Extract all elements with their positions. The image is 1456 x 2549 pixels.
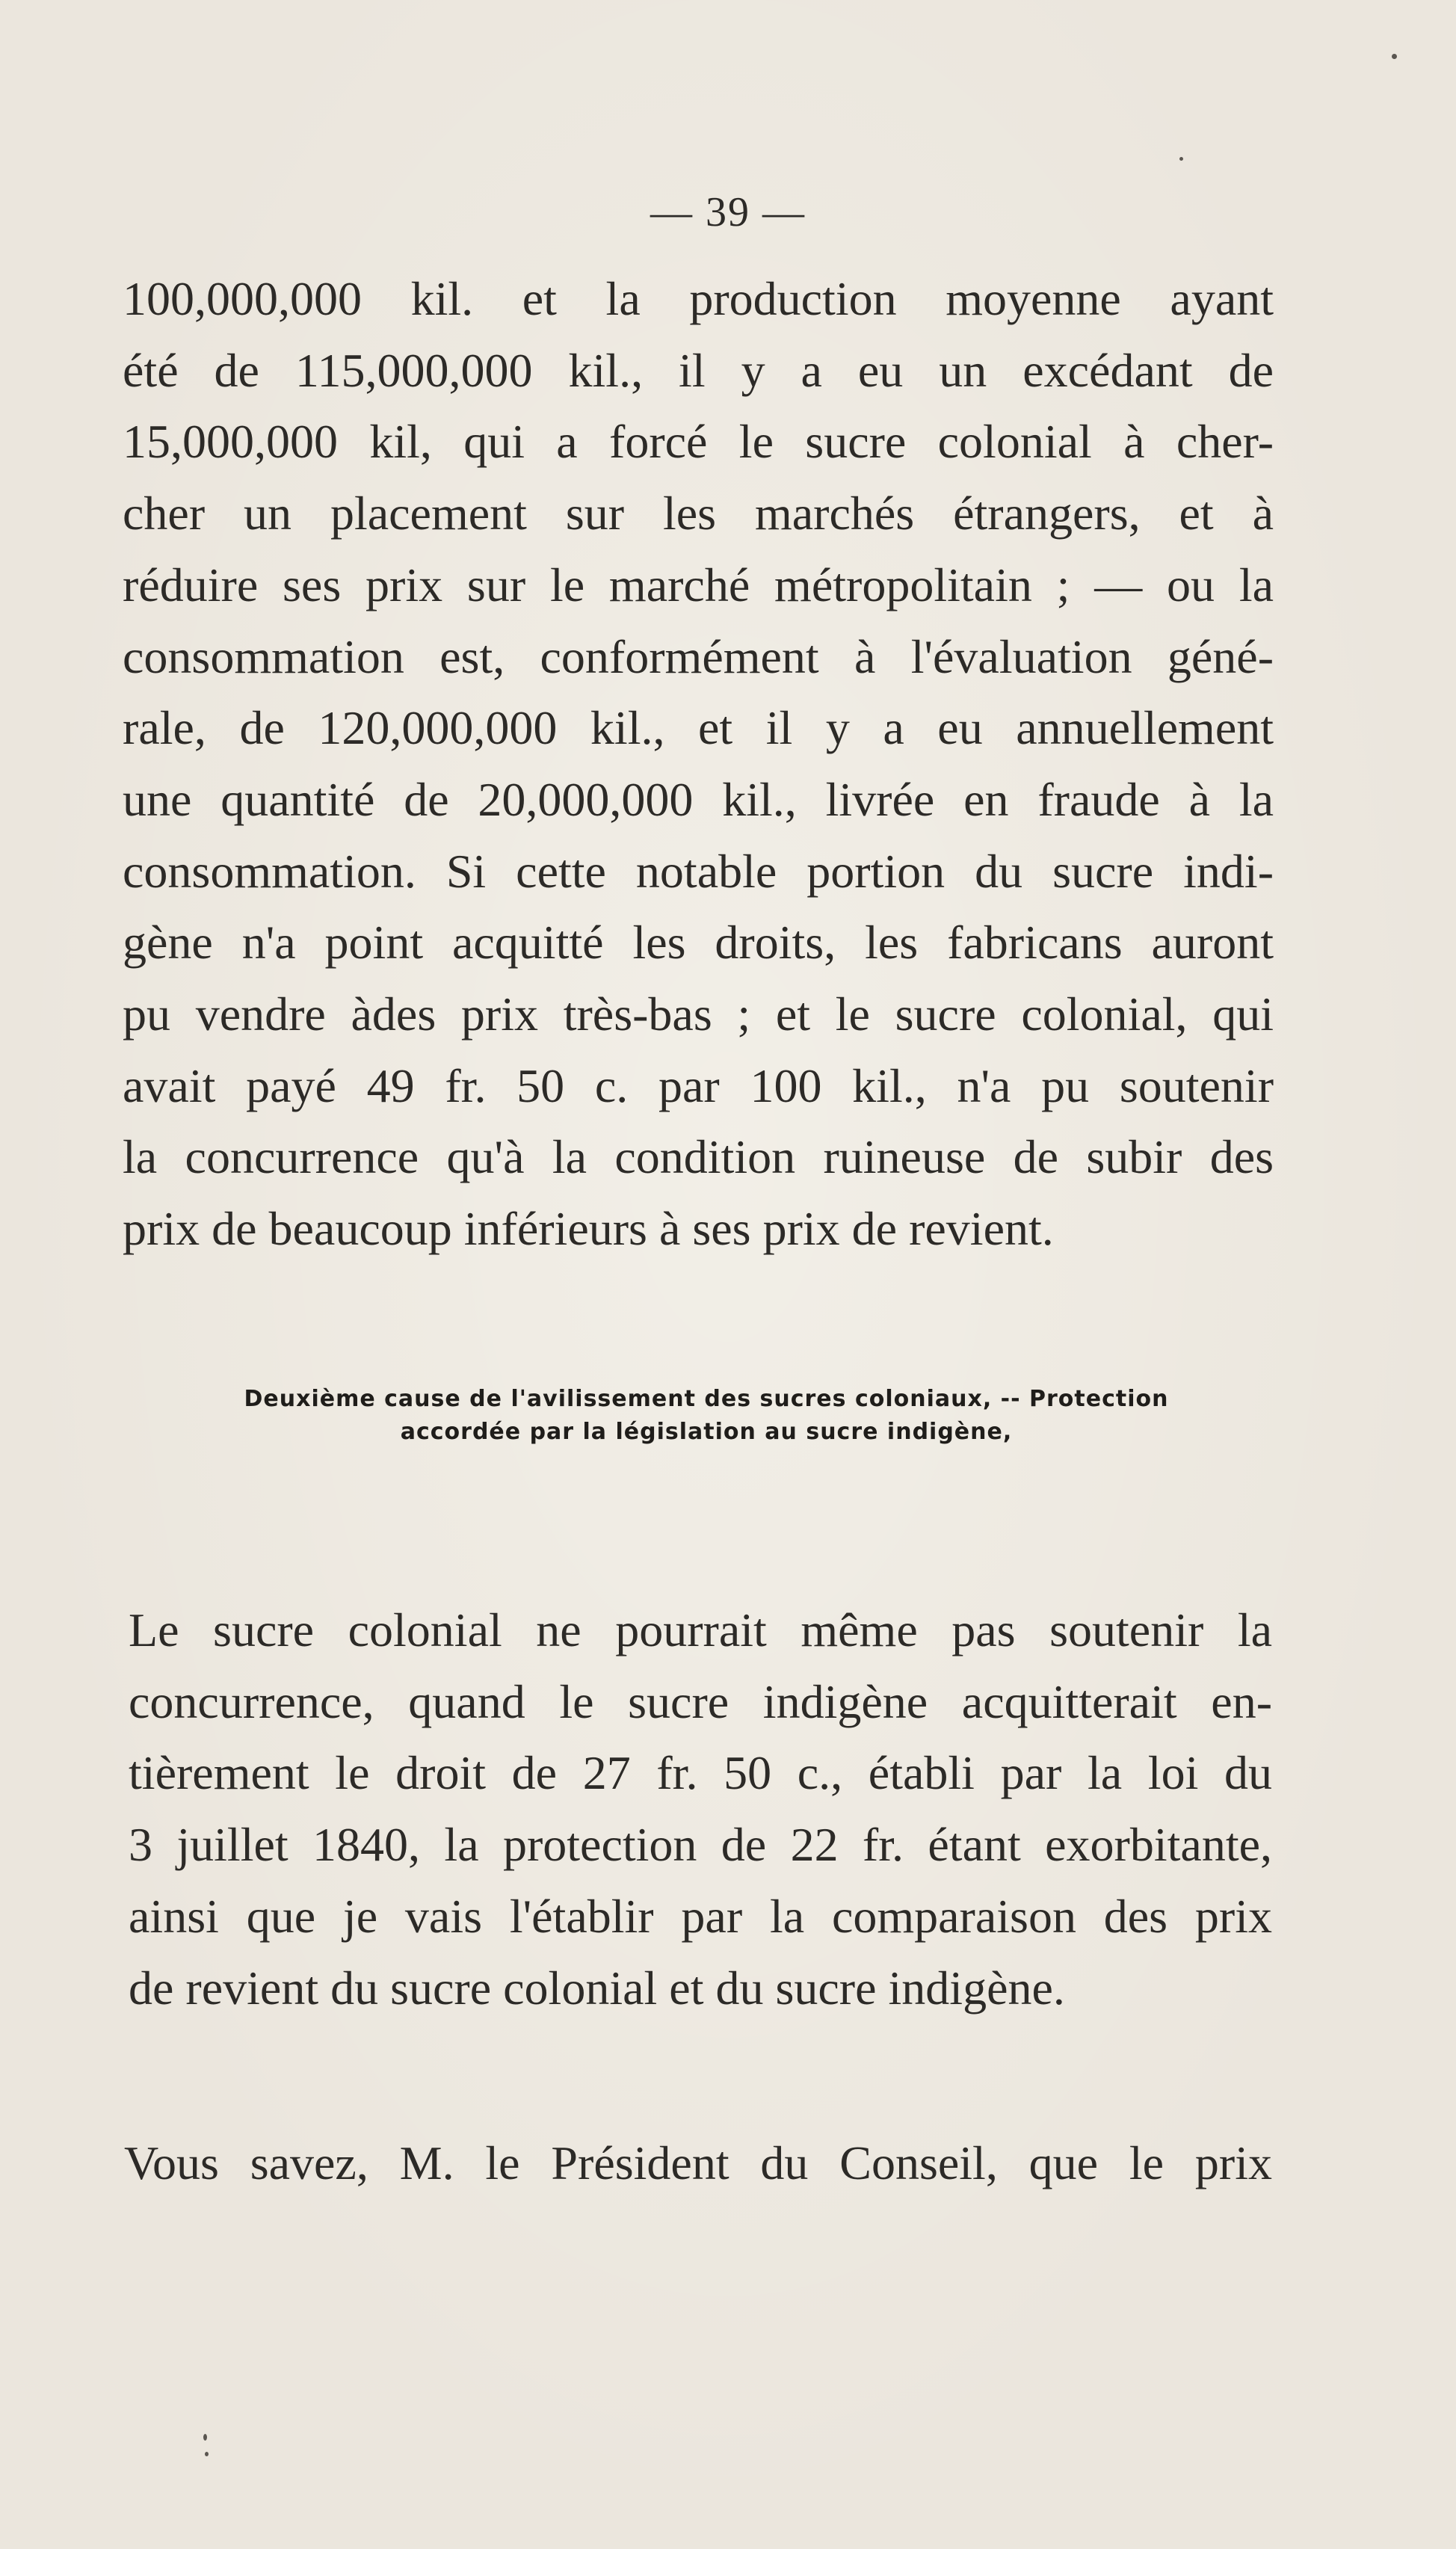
heading-line: accordée par la législation au sucre indigène, bbox=[400, 1419, 1013, 1445]
text-line: avait payé 49 fr. 50 c. par 100 kil., n'a pu soutenir bbox=[123, 1058, 1274, 1112]
paragraph-1 bbox=[123, 263, 1274, 1265]
text-line: Vous savez, M. le Président du Conseil, que le prix bbox=[124, 2136, 1272, 2189]
text-line: tièrement le droit de 27 fr. 50 c., établi par la loi du bbox=[129, 1746, 1272, 1800]
paragraph-3 bbox=[124, 2127, 1272, 2199]
paper-speck bbox=[205, 2452, 209, 2456]
paper-speck bbox=[203, 2434, 207, 2441]
text-line: réduire ses prix sur le marché métropolitain ; — ou la bbox=[123, 558, 1274, 611]
text-line: 100,000,000 kil. et la production moyenne ayant bbox=[123, 272, 1274, 325]
text-line: consommation. Si cette notable portion du sucre indi- bbox=[123, 844, 1274, 898]
section-heading bbox=[142, 1383, 1271, 1449]
text-line: 3 juillet 1840, la protection de 22 fr. étant exorbitante, bbox=[129, 1818, 1272, 1872]
text-line: rale, de 120,000,000 kil., et il y a eu annuellement bbox=[123, 701, 1274, 755]
text-line: 15,000,000 kil, qui a forcé le sucre colonial à cher- bbox=[123, 415, 1274, 469]
text-line: une quantité de 20,000,000 kil., livrée en fraude à la bbox=[123, 772, 1274, 826]
text-line: pu vendre àdes prix très-bas ; et le sucre colonial, qui bbox=[123, 987, 1274, 1041]
page-number: — 39 — bbox=[650, 189, 806, 235]
text-line: gène n'a point acquitté les droits, les fabricans auront bbox=[123, 916, 1274, 970]
text-line: cher un placement sur les marchés étrangers, et à bbox=[123, 487, 1274, 540]
text-line: prix de beaucoup inférieurs à ses prix de revient. bbox=[123, 1202, 1054, 1256]
text-line: la concurrence qu'à la condition ruineuse de subir des bbox=[123, 1130, 1274, 1184]
text-line: de revient du sucre colonial et du sucre indigène. bbox=[129, 1961, 1065, 2015]
paper-speck bbox=[1392, 54, 1397, 59]
text-line: consommation est, conformément à l'évaluation géné- bbox=[123, 629, 1274, 683]
heading-line: Deuxième cause de l'avilissement des sucres coloniaux, -- Protection bbox=[244, 1386, 1169, 1412]
text-line: Le sucre colonial ne pourrait même pas soutenir la bbox=[129, 1603, 1272, 1656]
text-line: concurrence, quand le sucre indigène acquitterait en- bbox=[129, 1674, 1272, 1728]
text-line: été de 115,000,000 kil., il y a eu un excédant de bbox=[123, 343, 1274, 397]
paper-speck bbox=[1179, 157, 1183, 161]
text-line: ainsi que je vais l'établir par la comparaison des prix bbox=[129, 1889, 1272, 1943]
paragraph-2 bbox=[129, 1594, 1272, 2024]
